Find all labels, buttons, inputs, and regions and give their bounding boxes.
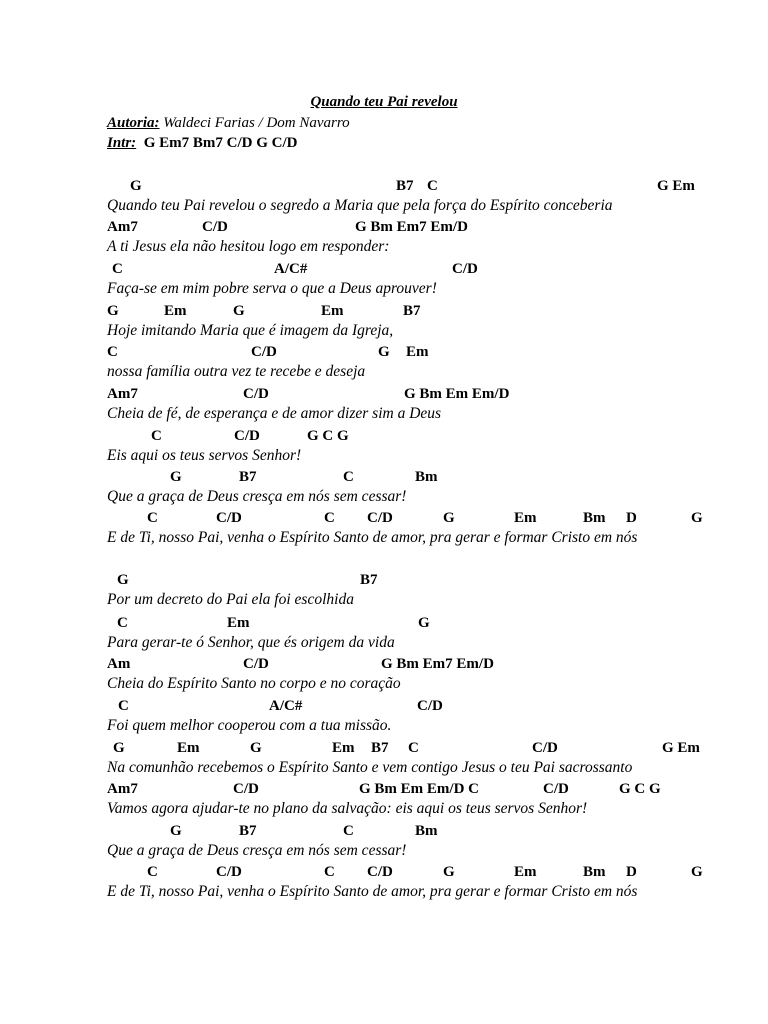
- chord-line: [0, 509, 768, 529]
- chord: B7: [239, 469, 257, 485]
- intro-chords: G Em7 Bm7 C/D G C/D: [136, 135, 298, 151]
- lyric-text: Hoje imitando Maria que é imagem da Igreja,: [107, 322, 394, 339]
- chord: B7: [371, 740, 389, 756]
- chord-line: [0, 655, 768, 675]
- lyric-line: [0, 634, 768, 654]
- chord: G: [250, 740, 262, 756]
- chord: Em: [164, 303, 187, 319]
- chord: Am7: [107, 781, 138, 797]
- chord-line: [0, 863, 768, 883]
- chord-line: [0, 218, 768, 238]
- chord: Bm: [415, 469, 438, 485]
- chord: C/D: [452, 261, 478, 277]
- chord-line: [0, 822, 768, 842]
- chord: Am7: [107, 219, 138, 235]
- lyric-line: [0, 197, 768, 217]
- chord: C: [343, 469, 354, 485]
- chord: C/D: [233, 781, 259, 797]
- chord: C: [151, 428, 162, 444]
- chord: C/D: [367, 510, 393, 526]
- chord: Bm: [415, 823, 438, 839]
- chord: G: [117, 572, 129, 588]
- song-title: Quando teu Pai revelou: [310, 94, 458, 110]
- lyric-text: E de Ti, nosso Pai, venha o Espírito Santo de amor, pra gerar e formar Cristo em nós: [107, 529, 638, 546]
- chord: Bm: [583, 864, 606, 880]
- chord: G C G: [619, 781, 661, 797]
- chord: C: [427, 178, 438, 194]
- chord: B7: [239, 823, 257, 839]
- chord: G: [418, 615, 430, 631]
- chord: D: [626, 864, 637, 880]
- chord: G: [443, 864, 455, 880]
- chord: C: [324, 864, 335, 880]
- chord-line: [0, 385, 768, 405]
- chord: B7: [360, 572, 378, 588]
- chord: Em: [406, 344, 429, 360]
- chord-line: [0, 177, 768, 197]
- chord: G: [443, 510, 455, 526]
- chord-line: [0, 614, 768, 634]
- lyric-line: [0, 591, 768, 611]
- chord-line: [0, 780, 768, 800]
- chord: C/D: [216, 510, 242, 526]
- lyric-text: Para gerar-te ó Senhor, que és origem da vida: [107, 634, 395, 651]
- chord: C/D: [367, 864, 393, 880]
- lyric-line: [0, 759, 768, 779]
- lyric-line: [0, 322, 768, 342]
- chord-line: [0, 260, 768, 280]
- chord: G Em: [662, 740, 700, 756]
- lyric-text: Quando teu Pai revelou o segredo a Maria que pela força do Espírito conceberia: [107, 197, 613, 214]
- chord: C: [118, 698, 129, 714]
- lyric-text: Eis aqui os teus servos Senhor!: [107, 447, 302, 464]
- chord: G: [170, 823, 182, 839]
- chord: G Bm Em Em/D: [404, 386, 510, 402]
- chord: Em: [177, 740, 200, 756]
- authorship-value: Waldeci Farias / Dom Navarro: [159, 115, 350, 131]
- lyric-text: Que a graça de Deus cresça em nós sem cessar!: [107, 842, 407, 859]
- chord-line: [0, 697, 768, 717]
- chord: A/C#: [269, 698, 303, 714]
- chord: G Bm Em Em/D C: [359, 781, 479, 797]
- chord: G: [691, 864, 703, 880]
- chord: G C G: [307, 428, 349, 444]
- lyric-line: [0, 488, 768, 508]
- chord-line: [0, 427, 768, 447]
- chord: C: [117, 615, 128, 631]
- chord: C: [112, 261, 123, 277]
- chord: G: [378, 344, 390, 360]
- chord: Em: [514, 864, 537, 880]
- chord: C: [147, 510, 158, 526]
- chord: C/D: [234, 428, 260, 444]
- lyric-text: Foi quem melhor cooperou com a tua missão.: [107, 717, 392, 734]
- chord: G: [130, 178, 142, 194]
- chord: Em: [514, 510, 537, 526]
- lyric-text: Na comunhão recebemos o Espírito Santo e vem contigo Jesus o teu Pai sacrossanto: [107, 759, 633, 776]
- chord: Em: [332, 740, 355, 756]
- chord-line: [0, 343, 768, 363]
- chord: C/D: [532, 740, 558, 756]
- lyric-line: [0, 363, 768, 383]
- chord: G: [233, 303, 245, 319]
- intro-label: Intr:: [107, 135, 137, 151]
- chord: C: [343, 823, 354, 839]
- chord: G Bm Em7 Em/D: [381, 656, 494, 672]
- chord: Am7: [107, 386, 138, 402]
- lyric-line: [0, 529, 768, 549]
- chord: A/C#: [274, 261, 308, 277]
- chord: D: [626, 510, 637, 526]
- lyric-line: [0, 280, 768, 300]
- lyric-line: [0, 883, 768, 903]
- chord-line: [0, 468, 768, 488]
- chord: G: [113, 740, 125, 756]
- chord-line: [0, 739, 768, 759]
- chord: Am: [107, 656, 131, 672]
- lyric-line: [0, 842, 768, 862]
- chord: C: [408, 740, 419, 756]
- lyric-text: Faça-se em mim pobre serva o que a Deus aprouver!: [107, 280, 437, 297]
- chord: C/D: [243, 386, 269, 402]
- intro-line: [107, 135, 297, 152]
- chord: G Em: [657, 178, 695, 194]
- lyric-line: [0, 238, 768, 258]
- chord: Em: [227, 615, 250, 631]
- lyric-text: Que a graça de Deus cresça em nós sem cessar!: [107, 488, 407, 505]
- lyric-text: Cheia de fé, de esperança e de amor dizer sim a Deus: [107, 405, 442, 422]
- lyric-text: Por um decreto do Pai ela foi escolhida: [107, 591, 354, 608]
- chord: G: [107, 303, 119, 319]
- authorship-line: [107, 115, 350, 132]
- lyric-line: [0, 405, 768, 425]
- chord: B7: [396, 178, 414, 194]
- chord: C: [147, 864, 158, 880]
- lyric-line: [0, 447, 768, 467]
- chord: C/D: [417, 698, 443, 714]
- lyric-text: Cheia do Espírito Santo no corpo e no coração: [107, 675, 401, 692]
- lyric-line: [0, 717, 768, 737]
- chord: Em: [321, 303, 344, 319]
- lyric-text: Vamos agora ajudar-te no plano da salvação: eis aqui os teus servos Senhor!: [107, 800, 588, 817]
- chord: G Bm Em7 Em/D: [355, 219, 468, 235]
- chord: G: [170, 469, 182, 485]
- chord-line: [0, 302, 768, 322]
- chord: C/D: [243, 656, 269, 672]
- chord: G: [691, 510, 703, 526]
- chord-line: [0, 571, 768, 591]
- chord: Bm: [583, 510, 606, 526]
- chord: B7: [403, 303, 421, 319]
- lyric-text: E de Ti, nosso Pai, venha o Espírito Santo de amor, pra gerar e formar Cristo em nós: [107, 883, 638, 900]
- authorship-label: Autoria:: [107, 115, 160, 131]
- lyric-text: nossa família outra vez te recebe e deseja: [107, 363, 366, 380]
- chord: C/D: [216, 864, 242, 880]
- chord: C/D: [543, 781, 569, 797]
- chord: C: [324, 510, 335, 526]
- lyric-text: A ti Jesus ela não hesitou logo em responder:: [107, 238, 390, 255]
- chord: C/D: [202, 219, 228, 235]
- lyric-line: [0, 800, 768, 820]
- chord: C: [107, 344, 118, 360]
- chord: C/D: [251, 344, 277, 360]
- lyric-line: [0, 675, 768, 695]
